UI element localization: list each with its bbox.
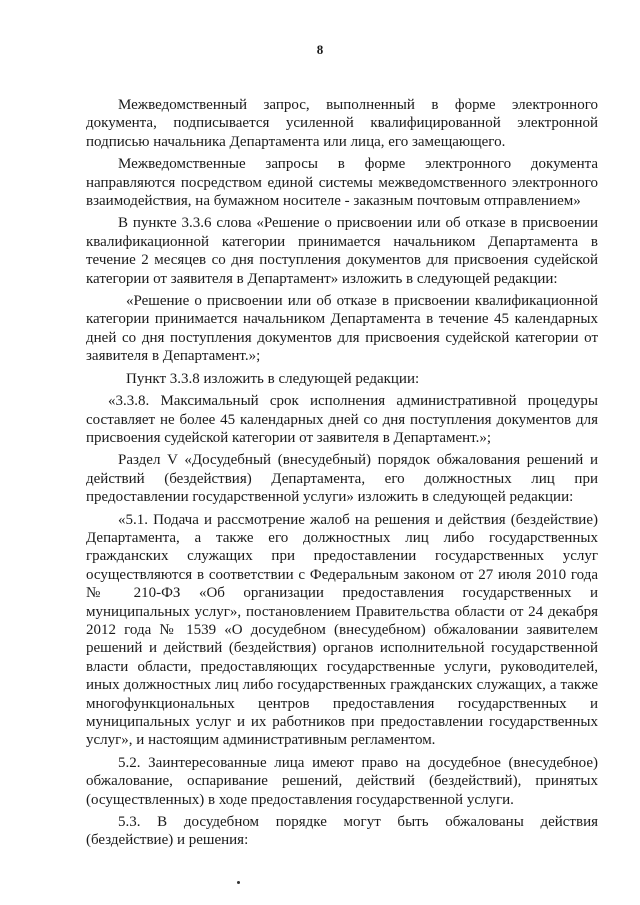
paragraph-5-3: 5.3. В досудебном порядке могут быть обжалованы действия (бездействие) и решения: <box>86 814 598 849</box>
paragraph-new-wording-3-3-6: «Решение о присвоении или об отказе в присвоении квалификационной категории принимается начальником Департамента в течение 45 календарных дней со дня поступления документов для присвоения судейской категории от заявителя в Департамент.»; <box>86 293 598 365</box>
paragraph-new-wording-3-3-8: «3.3.8. Максимальный срок исполнения административной процедуры составляет не более 45 календарных дней со дня поступления документов для присвоения судейской категории от заявителя в Департамент.»; <box>86 393 598 446</box>
paragraph-interagency-request-signature: Межведомственный запрос, выполненный в форме электронного документа, подписывается усиленной квалифицированной электронной подписью начальника Департамента или лица, его замещающего. <box>86 97 598 150</box>
paragraph-5-1: «5.1. Подача и рассмотрение жалоб на решения и действия (бездействие) Департамента, а также его должностных лиц либо государственных гражданских служащих при предоставлении государственных услуг осуществляются в соответствии с Федеральным законом от 27 июля 2010 года № 210-ФЗ «Об организации предоставления государственных и муниципальных услуг», постановлением Правительства области от 24 декабря 2012 года № 1539 «О досудебном (внесудебном) обжаловании заявителем решений и действий (бездействия) органов исполнительной государственной власти области, предоставляющих государственные услуги, руководителей, иных должностных лиц либо государственных гражданских служащих, а также многофункциональных центров предоставления государственных и муниципальных услуг и их работников при предоставлении государственных услуг», и настоящим административным регламентом. <box>86 511 598 749</box>
paragraph-5-2: 5.2. Заинтересованные лица имеют право на досудебное (внесудебное) обжалование, оспаривание решений, действий (бездействий), принятых (осуществленных) в ходе предоставления государственной услуги. <box>86 754 598 808</box>
document-body <box>86 96 598 854</box>
paragraph-amendment-3-3-6: В пункте 3.3.6 слова «Решение о присвоении или об отказе в присвоении квалификационной категории принимается начальником Департамента в течение 2 месяцев со дня поступления документов для присвоения судейской категории от заявителя в Департамент» изложить в следующей редакции: <box>86 215 598 287</box>
paragraph-interagency-requests-delivery: Межведомственные запросы в форме электронного документа направляются посредством единой системы межведомственного электронного взаимодействия, на бумажном носителе - заказным почтовым отправлением» <box>86 156 598 210</box>
page-number: 8 <box>316 42 324 57</box>
paragraph-section-v-amendment: Раздел V «Досудебный (внесудебный) порядок обжалования решений и действий (бездействия) Департамента, его должностных лиц при предоставлении государственной услуги» изложить в следующей редакции: <box>86 452 598 506</box>
paragraph-amendment-3-3-8: Пункт 3.3.8 изложить в следующей редакции: <box>126 370 420 387</box>
scan-speck <box>237 881 240 884</box>
